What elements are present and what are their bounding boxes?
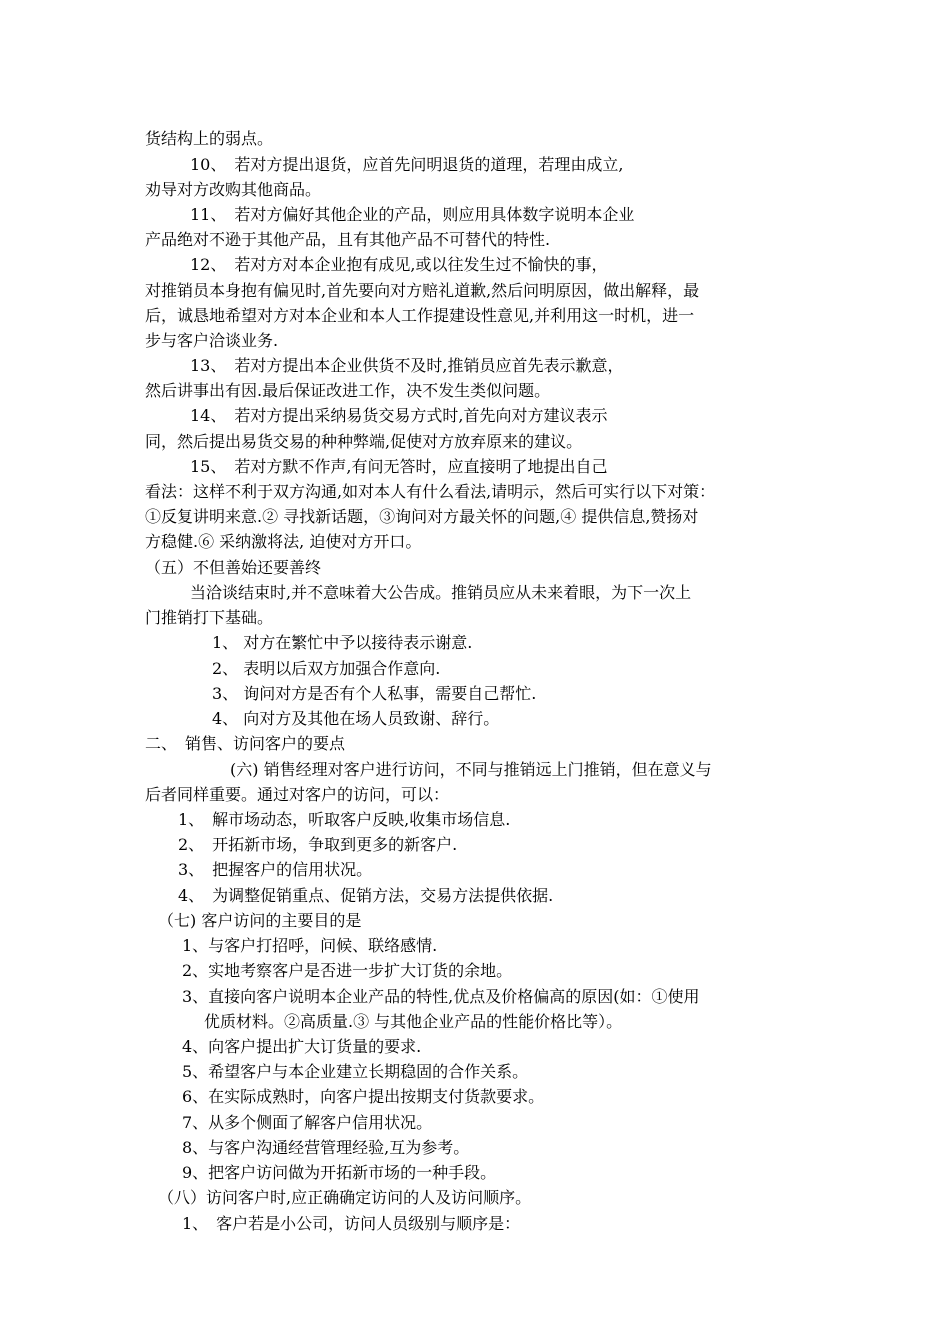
text-line: ①反复讲明来意.② 寻找新话题，③询问对方最关怀的问题,④ 提供信息,赞扬对 [145,507,699,526]
text-line: 门推销打下基础。 [145,608,274,627]
list-item: 9、把客户访问做为开拓新市场的一种手段。 [182,1163,497,1182]
section-heading: （五）不但善始还要善终 [145,558,322,577]
text-line: 方稳健.⑥ 采纳激将法, 迫使对方开口。 [145,532,422,551]
text-line: 后者同样重要。通过对客户的访问，可以： [145,785,450,804]
text-line: 12、 若对方对本企业抱有成见,或以往发生过不愉快的事， [190,255,608,274]
section-heading: 二、 销售、访问客户的要点 [145,734,346,753]
list-item: 7、从多个侧面了解客户信用状况。 [182,1113,433,1132]
list-item: 5、希望客户与本企业建立长期稳固的合作关系。 [182,1062,529,1081]
list-item: 1、 客户若是小公司，访问人员级别与顺序是： [182,1214,521,1233]
text-line: 14、 若对方提出采纳易货交易方式时,首先向对方建议表示 [190,406,608,425]
text-line: 货结构上的弱点。 [145,129,274,148]
list-item: 3、 把握客户的信用状况。 [178,860,373,879]
text-line: 当洽谈结束时,并不意味着大公告成。推销员应从未来着眼，为下一次上 [190,583,692,602]
list-item: 6、在实际成熟时，向客户提出按期支付货款要求。 [182,1087,545,1106]
text-line: 看法：这样不利于双方沟通,如对本人有什么看法,请明示，然后可实行以下对策： [145,482,716,501]
list-item: 2、 开拓新市场，争取到更多的新客户. [178,835,458,854]
section-heading: （七) 客户访问的主要目的是 [158,911,362,930]
list-item: 4、 为调整促销重点、促销方法，交易方法提供依据. [178,886,554,905]
list-item: 3、直接向客户说明本企业产品的特性,优点及价格偏高的原因(如：①使用 [182,987,700,1006]
text-line: 对推销员本身抱有偏见时,首先要向对方赔礼道歉,然后问明原因，做出解释，最 [145,281,700,300]
list-item-continuation: 优质材料。②高质量.③ 与其他企业产品的性能价格比等）。 [204,1012,623,1031]
list-item: 4、向客户提出扩大订货量的要求. [182,1037,422,1056]
list-item: 2、 表明以后双方加强合作意向. [212,659,441,678]
text-line: 15、 若对方默不作声,有问无答时，应直接明了地提出自己 [190,457,608,476]
list-item: 8、与客户沟通经营管理经验,互为参考。 [182,1138,470,1157]
list-item: 3、 询问对方是否有个人私事，需要自己帮忙. [212,684,537,703]
list-item: 2、实地考察客户是否进一步扩大订货的余地。 [182,961,513,980]
text-line: 步与客户洽谈业务. [145,331,279,350]
text-line: 11、 若对方偏好其他企业的产品，则应用具体数字说明本企业 [190,205,635,224]
list-item: 1、与客户打招呼，问候、联络感情. [182,936,438,955]
list-item: 1、 对方在繁忙中予以接待表示谢意. [212,633,473,652]
text-line: (六) 销售经理对客户进行访问，不同与推销远上门推销，但在意义与 [230,760,712,779]
text-line: 13、 若对方提出本企业供货不及时,推销员应首先表示歉意， [190,356,624,375]
list-item: 1、 解市场动态，听取客户反映,收集市场信息. [178,810,511,829]
text-line: 同，然后提出易货交易的种种弊端,促使对方放弃原来的建议。 [145,432,583,451]
text-line: 然后讲事出有因.最后保证改进工作，决不发生类似问题。 [145,381,551,400]
list-item: 4、 向对方及其他在场人员致谢、辞行。 [212,709,500,728]
text-line: 后，诚恳地希望对方对本企业和本人工作提建设性意见,并利用这一时机，进一 [145,306,695,325]
text-line: 劝导对方改购其他商品。 [145,180,322,199]
text-line: 产品绝对不逊于其他产品，且有其他产品不可替代的特性. [145,230,551,249]
text-line: 10、 若对方提出退货，应首先问明退货的道理，若理由成立, [190,155,624,174]
section-heading: （八）访问客户时,应正确确定访问的人及访问顺序。 [158,1188,532,1207]
